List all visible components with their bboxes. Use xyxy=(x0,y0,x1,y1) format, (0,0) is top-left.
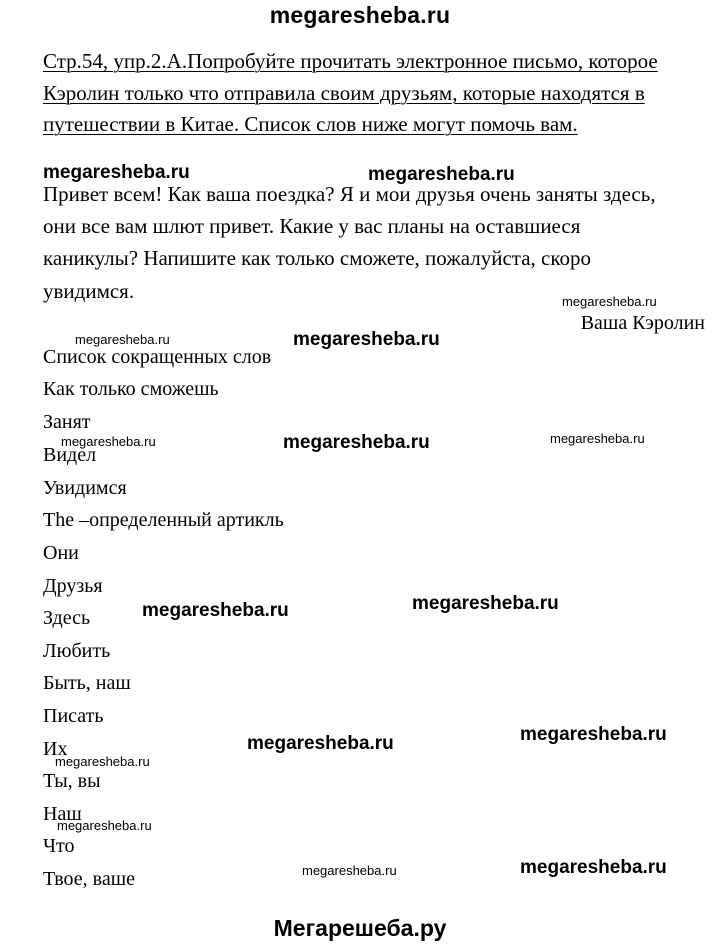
watermark: megaresheba.ru xyxy=(75,332,170,347)
site-footer: Мегарешеба.ру xyxy=(273,915,447,941)
task-line-3: путешествии в Китае. Список слов ниже могут помочь вам. xyxy=(43,112,578,136)
word-item: Друзья xyxy=(43,575,103,597)
word-item: Наш xyxy=(43,803,82,825)
word-item: Ты, вы xyxy=(43,770,101,792)
word-item: Видел xyxy=(43,444,97,466)
watermark: megaresheba.ru xyxy=(55,754,150,769)
word-list-title: Список сокращенных слов xyxy=(43,346,272,368)
watermark: megaresheba.ru xyxy=(520,857,667,878)
word-item: Занят xyxy=(43,411,91,433)
watermark: megaresheba.ru xyxy=(142,600,289,621)
word-item: Любить xyxy=(43,640,111,662)
word-item: Их xyxy=(43,738,68,760)
letter-line-1: Привет всем! Как ваша поездка? Я и мои друзья очень заняты здесь, xyxy=(43,182,656,206)
watermark: megaresheba.ru xyxy=(550,431,645,446)
watermark: megaresheba.ru xyxy=(562,294,657,309)
watermark: megaresheba.ru xyxy=(247,733,394,754)
task-heading xyxy=(43,46,693,141)
watermark: megaresheba.ru xyxy=(412,593,559,614)
word-item: Как только сможешь xyxy=(43,378,219,400)
watermark: megaresheba.ru xyxy=(283,432,430,453)
task-line-2: Кэролин только что отправила своим друзьям, которые находятся в xyxy=(43,80,645,105)
word-item: Они xyxy=(43,542,79,564)
watermark: megaresheba.ru xyxy=(57,818,152,833)
word-item: Быть, наш xyxy=(43,672,131,694)
word-item: The –определенный артикль xyxy=(43,509,284,531)
letter-line-4: увидимся. xyxy=(43,279,135,303)
watermark: megaresheba.ru xyxy=(520,724,667,745)
watermark: megaresheba.ru xyxy=(43,162,190,183)
letter-signature: Ваша Кэролин xyxy=(580,312,705,334)
word-item: Писать xyxy=(43,705,104,727)
word-item: Здесь xyxy=(43,607,91,629)
watermark: megaresheba.ru xyxy=(61,434,156,449)
letter-line-2: они все вам шлют привет. Какие у вас планы на оставшиеся xyxy=(43,214,581,238)
watermark: megaresheba.ru xyxy=(368,164,515,185)
word-item: Что xyxy=(43,835,75,857)
site-header: megaresheba.ru xyxy=(269,2,451,28)
task-line-1: Стр.54, упр.2.А.Попробуйте прочитать электронное письмо, которое xyxy=(43,49,658,73)
word-item: Увидимся xyxy=(43,477,127,499)
watermark: megaresheba.ru xyxy=(302,863,397,878)
word-item: Твое, ваше xyxy=(43,868,135,890)
watermark: megaresheba.ru xyxy=(293,329,440,350)
letter-line-3: каникулы? Напишите как только сможете, пожалуйста, скоро xyxy=(43,246,592,270)
